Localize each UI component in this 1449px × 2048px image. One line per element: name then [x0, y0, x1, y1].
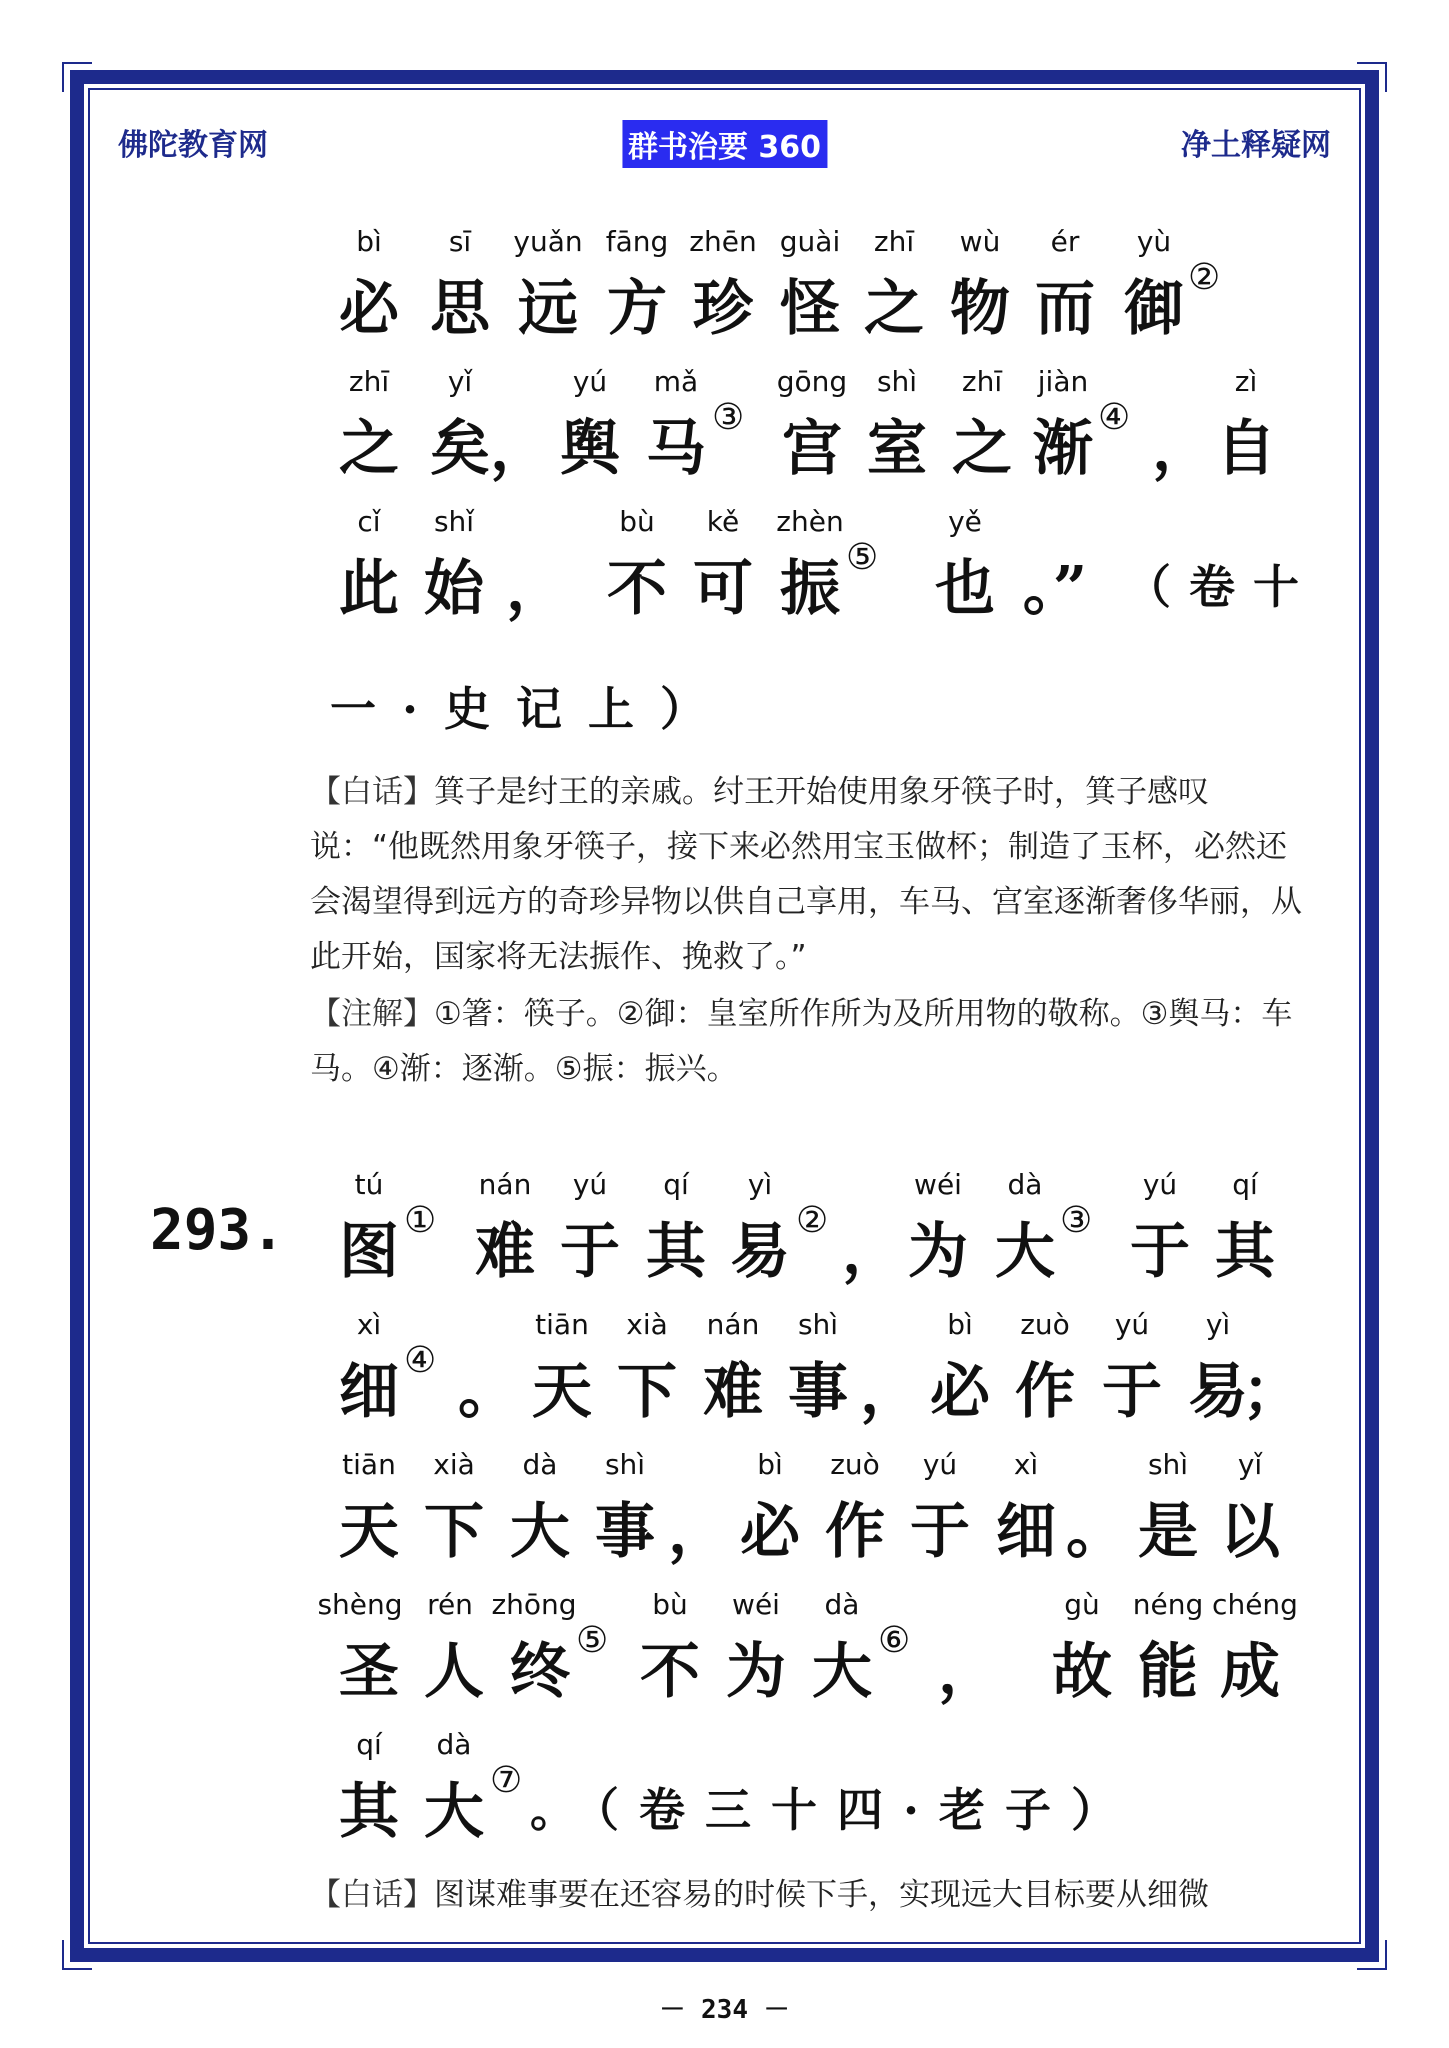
hanzi: 难	[703, 1357, 763, 1427]
hanzi: 大	[510, 1497, 570, 1567]
note-marker: ⑦	[490, 1760, 523, 1801]
punctuation: ，	[938, 1637, 998, 1707]
pinyin: dà	[436, 1728, 472, 1761]
pinyin: gōng	[776, 365, 848, 398]
hanzi: 大	[995, 1217, 1055, 1287]
pinyin: shì	[876, 365, 918, 398]
hanzi: 大	[812, 1637, 872, 1707]
punctuation: ，	[490, 414, 550, 484]
hanzi: 渐	[1033, 414, 1093, 484]
header-site-left: 佛陀教育网	[118, 128, 268, 163]
vernacular-block	[310, 1868, 1310, 1923]
corner-ornament	[62, 62, 92, 92]
hanzi: 终	[510, 1637, 570, 1707]
hanzi: 下	[424, 1497, 484, 1567]
pinyin: yǐ	[447, 365, 473, 398]
text-line	[320, 1168, 1300, 1308]
pinyin: qí	[356, 1728, 382, 1761]
pinyin: yì	[747, 1168, 773, 1201]
pinyin: néng	[1132, 1588, 1204, 1621]
hanzi: 为	[726, 1637, 786, 1707]
passage-293	[310, 1168, 1302, 1923]
pinyin: cǐ	[357, 505, 381, 538]
pinyin: bù	[652, 1588, 688, 1621]
pinyin: zuò	[830, 1448, 880, 1481]
note-marker: ④	[404, 1340, 437, 1381]
entry-number: 293.	[150, 1198, 285, 1263]
hanzi: 于	[1130, 1217, 1190, 1287]
pinyin: xì	[356, 1308, 382, 1341]
hanzi: 不	[640, 1637, 700, 1707]
hanzi: 天	[532, 1357, 592, 1427]
punctuation: 。	[1066, 1497, 1126, 1567]
pinyin: yú	[922, 1448, 958, 1481]
punctuation: ，	[668, 1497, 728, 1567]
pinyin: wù	[959, 225, 1001, 258]
text-line	[320, 225, 1300, 365]
hanzi: 天	[339, 1497, 399, 1567]
pinyin: zì	[1234, 365, 1258, 398]
passage-continuation	[310, 225, 1317, 1097]
pinyin: xià	[626, 1308, 668, 1341]
pinyin: dà	[522, 1448, 558, 1481]
vernacular-paragraph	[310, 1868, 1310, 1923]
pinyin: zhī	[348, 365, 390, 398]
text-line	[320, 1728, 1300, 1868]
pinyin: rén	[427, 1588, 473, 1621]
pinyin: nán	[706, 1308, 760, 1341]
hanzi: 此	[339, 554, 399, 624]
hanzi: 御	[1124, 274, 1184, 344]
pinyin: yú	[572, 365, 608, 398]
text-line	[320, 365, 1300, 505]
hanzi: 物	[950, 274, 1010, 344]
pinyin: zuò	[1020, 1308, 1070, 1341]
hanzi: 矣	[430, 414, 490, 484]
pinyin: yuǎn	[513, 225, 583, 258]
punctuation: ，	[506, 554, 566, 624]
pinyin: shì	[1147, 1448, 1189, 1481]
hanzi: 其	[646, 1217, 706, 1287]
hanzi: 必	[339, 274, 399, 344]
pinyin: shì	[797, 1308, 839, 1341]
hanzi: 细	[996, 1497, 1056, 1567]
pinyin: yú	[1142, 1168, 1178, 1201]
hanzi: 珍	[693, 274, 753, 344]
pinyin: tú	[354, 1168, 384, 1201]
vernacular-paragraph	[310, 765, 1310, 985]
pinyin: fāng	[605, 225, 669, 258]
pinyin: mǎ	[653, 365, 699, 398]
pinyin: tiān	[535, 1308, 589, 1341]
note-marker: ①	[404, 1200, 437, 1241]
pinyin: shèng	[317, 1588, 403, 1621]
note-marker: ④	[1098, 397, 1131, 438]
pinyin: kě	[706, 505, 740, 538]
pinyin: yù	[1136, 225, 1172, 258]
hanzi: 室	[867, 414, 927, 484]
pinyin: gù	[1064, 1588, 1100, 1621]
note-marker: ⑥	[878, 1620, 911, 1661]
text-line	[320, 1308, 1300, 1448]
vernacular-text: 箕子是纣王的亲戚。纣王开始使用象牙筷子时，箕子感叹说：“他既然用象牙筷子，接下来必然用宝玉做杯；制造了玉杯，必然还会渴望得到远方的奇珍异物以供自己享用，车马、宫室逐渐奢侈华丽，从此开始，国家将无法振作、挽救了。”	[310, 774, 1302, 975]
hanzi: 为	[908, 1217, 968, 1287]
pinyin: qí	[1232, 1168, 1258, 1201]
pinyin: nán	[478, 1168, 532, 1201]
hanzi: 于	[560, 1217, 620, 1287]
hanzi: 人	[424, 1637, 484, 1707]
note-marker: ③	[712, 397, 745, 438]
hanzi: 故	[1052, 1637, 1112, 1707]
pinyin: yì	[1205, 1308, 1231, 1341]
note-marker: ⑤	[846, 537, 879, 578]
pinyin: wéi	[732, 1588, 780, 1621]
hanzi: 必	[930, 1357, 990, 1427]
hanzi: 之	[952, 414, 1012, 484]
hanzi: 始	[424, 554, 484, 624]
hanzi: 事	[788, 1357, 848, 1427]
pinyin: yě	[948, 505, 982, 538]
hanzi: 能	[1138, 1637, 1198, 1707]
pinyin: zhī	[961, 365, 1003, 398]
vernacular-label: 【白话】	[310, 1877, 434, 1913]
corner-ornament	[62, 1940, 92, 1970]
pinyin: zhōng	[491, 1588, 577, 1621]
pinyin: dà	[824, 1588, 860, 1621]
note-marker: ②	[1188, 257, 1221, 298]
hanzi: 而	[1035, 274, 1095, 344]
pinyin: bì	[356, 225, 382, 258]
pinyin: zhī	[873, 225, 915, 258]
vernacular-label: 【白话】	[310, 774, 434, 810]
note-marker: ②	[796, 1200, 829, 1241]
punctuation: ，	[1152, 414, 1212, 484]
note-marker: ⑤	[576, 1620, 609, 1661]
punctuation: ，	[842, 1217, 902, 1287]
pinyin: zhèn	[776, 505, 844, 538]
hanzi: 作	[825, 1497, 885, 1567]
punctuation: 。	[458, 1357, 518, 1427]
hanzi: 之	[339, 414, 399, 484]
pinyin: zhēn	[689, 225, 757, 258]
hanzi: 事	[595, 1497, 655, 1567]
text-line	[320, 1448, 1300, 1588]
hanzi: 不	[607, 554, 667, 624]
pinyin: dà	[1007, 1168, 1043, 1201]
hanzi: 大	[424, 1777, 484, 1847]
pinyin: xì	[1013, 1448, 1039, 1481]
header-book-title: 群书治要 360	[622, 120, 827, 168]
hanzi: 必	[740, 1497, 800, 1567]
hanzi: 难	[475, 1217, 535, 1287]
hanzi: 是	[1138, 1497, 1198, 1567]
hanzi: 圣	[339, 1637, 399, 1707]
hanzi: 作	[1015, 1357, 1075, 1427]
vernacular-text: 图谋难事要在还容易的时候下手，实现远大目标要从细微	[434, 1877, 1209, 1913]
vernacular-block	[310, 765, 1310, 1097]
page-number: － 234 －	[659, 1995, 790, 2025]
hanzi: 舆	[560, 414, 620, 484]
notes-paragraph	[310, 987, 1310, 1097]
text-line	[320, 505, 1317, 645]
pinyin: bù	[619, 505, 655, 538]
pinyin: bì	[947, 1308, 973, 1341]
pinyin: jiàn	[1037, 365, 1089, 398]
pinyin: tiān	[342, 1448, 396, 1481]
pinyin: shǐ	[433, 505, 475, 538]
pinyin: qí	[663, 1168, 689, 1201]
corner-ornament	[1357, 62, 1387, 92]
source-citation: 。（卷三十四·老子）	[530, 1783, 1138, 1837]
punctuation: ；	[1242, 1357, 1302, 1427]
hanzi: 于	[1102, 1357, 1162, 1427]
hanzi: 易	[730, 1217, 790, 1287]
header-site-right: 净土释疑网	[1181, 128, 1331, 163]
punctuation: 。”	[1022, 554, 1088, 624]
source-citation: 一·史记上）	[330, 682, 733, 736]
pinyin: guài	[779, 225, 841, 258]
hanzi: 之	[864, 274, 924, 344]
hanzi: 宫	[782, 414, 842, 484]
pinyin: chéng	[1212, 1588, 1298, 1621]
pinyin: wéi	[914, 1168, 962, 1201]
punctuation: ，	[860, 1357, 920, 1427]
note-marker: ③	[1060, 1200, 1093, 1241]
notes-text: ①箸：筷子。②御：皇室所作所为及所用物的敬称。③舆马：车马。④渐：逐渐。⑤振：振兴。	[310, 996, 1293, 1087]
corner-ornament	[1357, 1940, 1387, 1970]
hanzi: 成	[1220, 1637, 1280, 1707]
pinyin: yú	[572, 1168, 608, 1201]
hanzi: 以	[1220, 1497, 1280, 1567]
hanzi: 马	[646, 414, 706, 484]
hanzi: 易	[1188, 1357, 1248, 1427]
hanzi: 怪	[780, 274, 840, 344]
hanzi: 下	[617, 1357, 677, 1427]
hanzi: 思	[430, 274, 490, 344]
pinyin: ér	[1050, 225, 1080, 258]
hanzi: 于	[910, 1497, 970, 1567]
hanzi: 图	[339, 1217, 399, 1287]
pinyin: xià	[433, 1448, 475, 1481]
hanzi: 方	[607, 274, 667, 344]
pinyin: yú	[1114, 1308, 1150, 1341]
source-citation: （卷十	[1125, 560, 1317, 614]
pinyin: sī	[448, 225, 472, 258]
hanzi: 细	[339, 1357, 399, 1427]
hanzi: 其	[1215, 1217, 1275, 1287]
hanzi: 自	[1216, 414, 1276, 484]
hanzi: 也	[935, 554, 995, 624]
text-line	[317, 1588, 1300, 1728]
hanzi: 远	[518, 274, 578, 344]
pinyin: shì	[604, 1448, 646, 1481]
text-line	[320, 645, 1300, 755]
pinyin: bì	[757, 1448, 783, 1481]
hanzi: 可	[693, 554, 753, 624]
hanzi: 其	[339, 1777, 399, 1847]
pinyin: yǐ	[1237, 1448, 1263, 1481]
notes-label: 【注解】	[310, 996, 434, 1032]
hanzi: 振	[780, 554, 840, 624]
